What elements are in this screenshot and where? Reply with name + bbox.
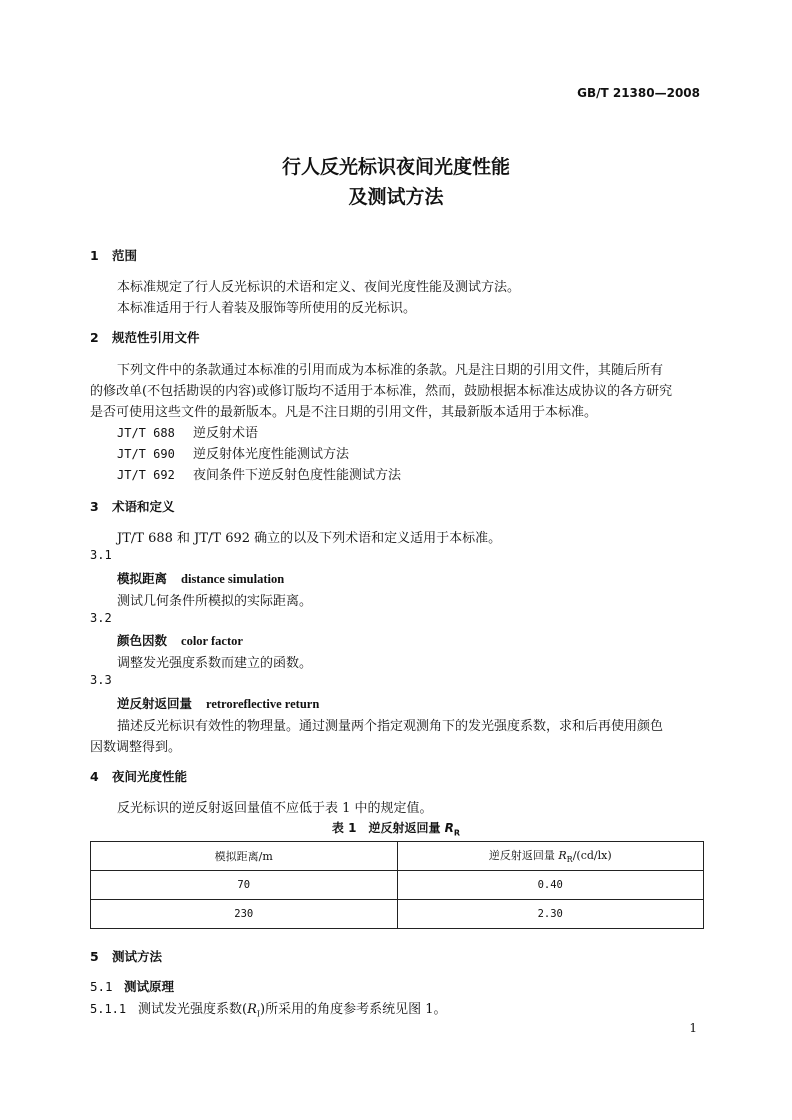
header-symbol: R: [558, 849, 567, 863]
document-title-line2: 及测试方法: [348, 186, 444, 208]
clause-text-suffix: )所采用的角度参考系统见图 1。: [260, 1002, 447, 1017]
term-chinese: 逆反射返回量: [117, 696, 193, 711]
section-3-heading: [90, 497, 175, 515]
term-definition: 调整发光强度系数而建立的函数。: [117, 656, 313, 671]
reference-title: 逆反射术语: [193, 426, 259, 441]
table-row: [91, 871, 704, 900]
table-row: [91, 900, 704, 929]
header-text: 逆反射返回量: [488, 849, 559, 863]
term-definition: 测试几何条件所模拟的实际距离。: [117, 594, 313, 609]
table-caption: [0, 819, 792, 837]
reference-code: JT/T 692: [117, 468, 175, 482]
standard-code: GB/T 21380—2008: [577, 86, 700, 100]
section-title: 测试方法: [112, 949, 163, 964]
clause-number: 3.3: [90, 673, 112, 687]
section-number: 1: [90, 248, 99, 263]
reference-title: 夜间条件下逆反射色度性能测试方法: [193, 468, 402, 483]
term-heading: [117, 569, 284, 587]
section-title: 术语和定义: [112, 499, 175, 514]
term-chinese: 颜色因数: [117, 633, 168, 648]
term-definition-line-1: 描述反光标识有效性的物理量。通过测量两个指定观测角下的发光强度系数，求和后再使用颜色: [117, 719, 664, 734]
term-chinese: 模拟距离: [117, 571, 168, 586]
table-header-row: [91, 842, 704, 871]
clause-number: 5.1.1: [90, 1002, 127, 1016]
normative-reference: [117, 443, 349, 462]
retroreflective-return-table: [90, 841, 704, 929]
subsection-number: 5.1: [90, 979, 113, 994]
term-heading: [117, 694, 319, 712]
column-header-distance: 模拟距离/m: [91, 842, 398, 871]
column-header-return: [397, 842, 704, 871]
subsection-title: 测试原理: [124, 979, 175, 994]
section-4-paragraph: 反光标识的逆反射返回量值不应低于表 1 中的规定值。: [117, 801, 433, 816]
section-1-heading: [90, 246, 137, 264]
table-cell-distance: 230: [91, 900, 398, 929]
section-2-paragraph-line-1: 下列文件中的条款通过本标准的引用而成为本标准的条款。凡是注日期的引用文件，其随后所有: [117, 363, 664, 378]
caption-subscript: R: [453, 828, 461, 838]
caption-symbol: R: [444, 821, 454, 835]
term-english: retroreflective return: [206, 697, 320, 711]
section-4-heading: [90, 767, 187, 785]
section-3-intro: JT/T 688 和 JT/T 692 确立的以及下列术语和定义适用于本标准。: [117, 531, 502, 546]
section-2-heading: [90, 328, 200, 346]
term-definition-line-2: 因数调整得到。: [90, 740, 182, 755]
section-1-paragraph-2: 本标准适用于行人着装及服饰等所使用的反光标识。: [117, 301, 417, 316]
normative-reference: [117, 464, 401, 483]
header-subscript: R: [566, 855, 573, 865]
header-unit: /(cd/lx): [572, 849, 612, 863]
section-title: 范围: [112, 248, 138, 263]
table-cell-value: 0.40: [397, 871, 704, 900]
page-number: 1: [689, 1021, 697, 1035]
clause-text-prefix: 测试发光强度系数(: [138, 1002, 248, 1017]
table-cell-value: 2.30: [397, 900, 704, 929]
section-title: 规范性引用文件: [112, 330, 200, 345]
section-number: 5: [90, 949, 99, 964]
clause-number: 3.1: [90, 548, 112, 562]
section-number: 4: [90, 769, 99, 784]
clause-number: 3.2: [90, 611, 112, 625]
reference-code: JT/T 690: [117, 447, 175, 461]
section-1-paragraph-1: 本标准规定了行人反光标识的术语和定义、夜间光度性能及测试方法。: [117, 280, 521, 295]
section-number: 2: [90, 330, 99, 345]
section-2-paragraph-line-2: 的修改单(不包括勘误的内容)或修订版均不适用于本标准，然而，鼓励根据本标准达成协议的各方研究: [90, 384, 673, 399]
clause-subscript: I: [256, 1009, 261, 1019]
term-heading: [117, 631, 243, 649]
section-2-paragraph-line-3: 是否可使用这些文件的最新版本。凡是不注日期的引用文件，其最新版本适用于本标准。: [90, 405, 598, 420]
clause-symbol: R: [247, 1002, 257, 1017]
table-cell-distance: 70: [91, 871, 398, 900]
document-title-line1: 行人反光标识夜间光度性能: [281, 156, 510, 178]
subsection-5-1-heading: [90, 977, 174, 995]
reference-code: JT/T 688: [117, 426, 175, 440]
term-english: color factor: [181, 634, 243, 648]
reference-title: 逆反射体光度性能测试方法: [193, 447, 350, 462]
normative-reference: [117, 422, 258, 441]
section-5-heading: [90, 947, 162, 965]
clause-5-1-1: [90, 998, 447, 1019]
section-number: 3: [90, 499, 99, 514]
term-english: distance simulation: [181, 572, 285, 586]
caption-text: 表 1 逆反射返回量: [331, 821, 445, 835]
section-title: 夜间光度性能: [112, 769, 188, 784]
